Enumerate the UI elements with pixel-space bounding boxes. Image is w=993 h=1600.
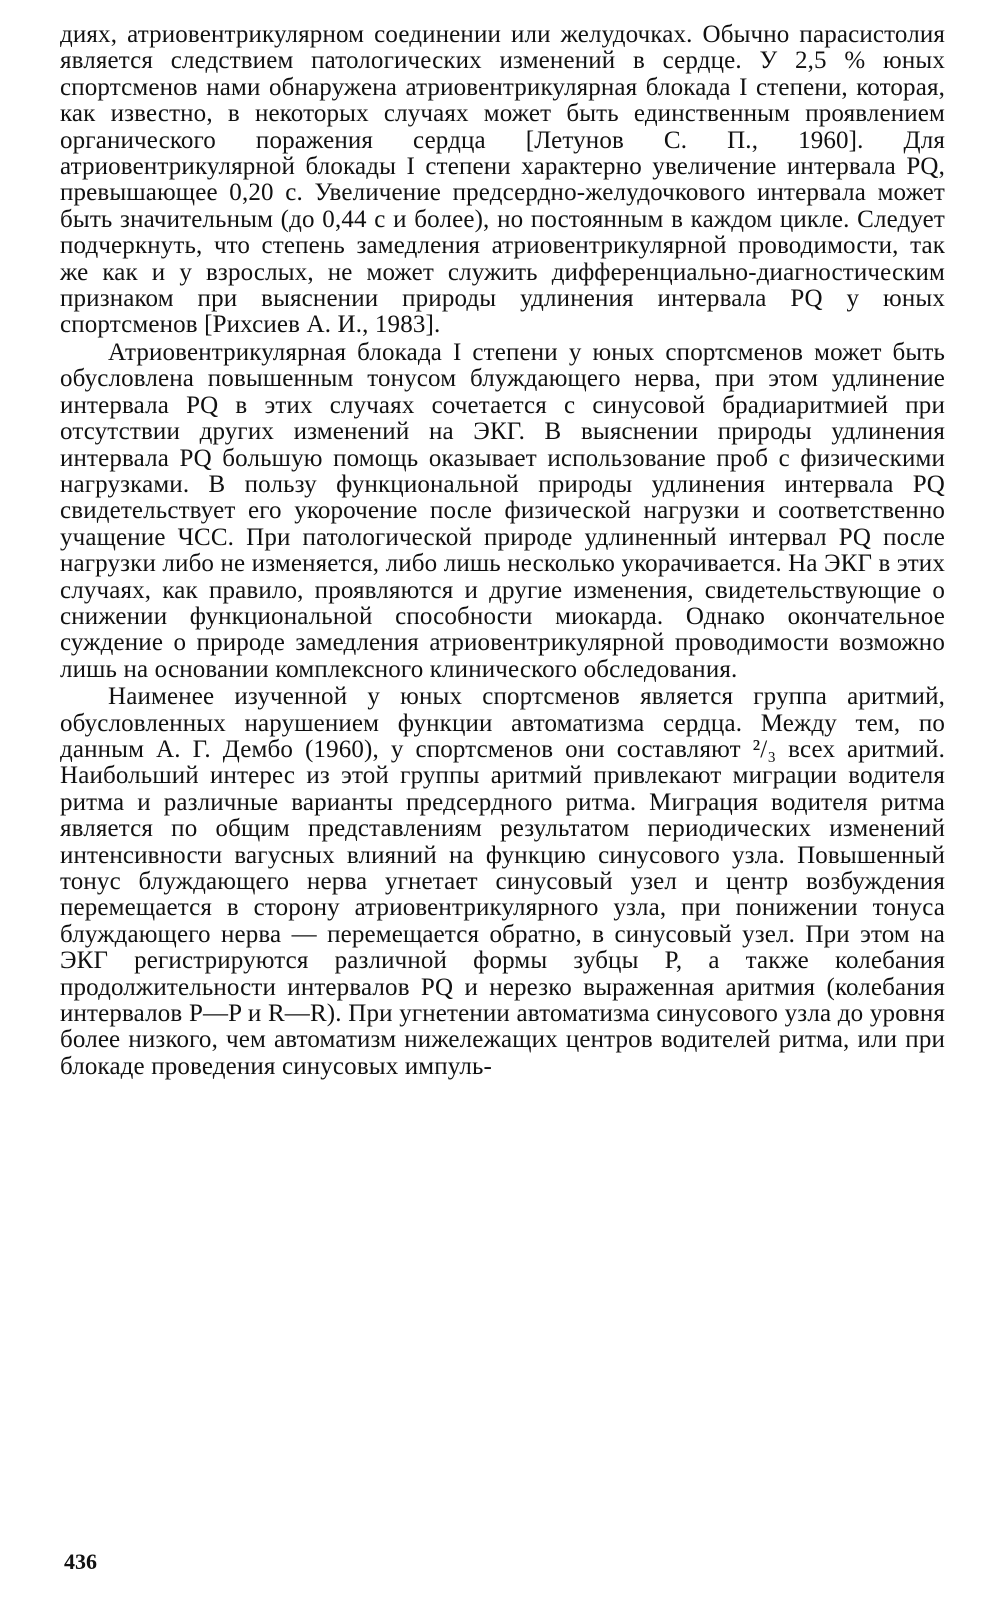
paragraph-1: диях, атриовентрикулярном соединении или желудочках. Обычно парасистолия является следствием патологических изменений в сердце. У 2,5 % юных спортсменов нами обнаружена атриовентрикулярная блокада I степени, которая, как известно, в некоторых случаях может быть единственным проявлением органического поражения сердца [Летунов С. П., 1960]. Для атриовентрикулярной блокады I степени характерно увеличение интервала PQ, превышающее 0,20 с. Увеличение предсердно-желудочкового интервала может быть значительным (до 0,44 с и более), но постоянным в каждом цикле. Следует подчеркнуть, что степень замедления атриовентрикулярной проводимости, так же как и у взрослых, не может служить дифференциально-диагностическим признаком при выяснении природы удлинения интервала PQ у юных спортсменов [Рихсиев А. И., 1983]. (60, 21, 945, 339)
paragraph-3: Наименее изученной у юных спортсменов является группа аритмий, обусловленных нарушением функции автоматизма сердца. Между тем, по данным А. Г. Дембо (1960), у спортсменов они составляют ²/₃ всех аритмий. Наибольший интерес из этой группы аритмий привлекают миграции водителя ритма и различные варианты предсердного ритма. Миграция водителя ритма является по общим представлениям результатом периодических изменений интенсивности вагусных влияний на функцию синусового узла. Повышенный тонус блуждающего нерва угнетает синусовый узел и центр возбуждения перемещается в сторону атриовентрикулярного узла, при понижении тонуса блуждающего нерва — перемещается обратно, в синусовый узел. При этом на ЭКГ регистрируются различной формы зубцы P, а также колебания продолжительности интервалов PQ и нерезко выраженная аритмия (колебания интервалов P—P и R—R). При угнетении автоматизма синусового узла до уровня более низкого, чем автоматизм нижележащих центров водителей ритма, или при блокаде проведения синусовых импуль- (60, 683, 945, 1080)
page-number: 436 (64, 1549, 97, 1574)
page-body (60, 22, 945, 1081)
paragraph-2: Атриовентрикулярная блокада I степени у юных спортсменов может быть обусловлена повышенным тонусом блуждающего нерва, при этом удлинение интервала PQ в этих случаях сочетается с синусовой брадиаритмией при отсутствии других изменений на ЭКГ. В выяснении природы удлинения интервала PQ большую помощь оказывает использование проб с физическими нагрузками. В пользу функциональной природы удлинения интервала PQ свидетельствует его укорочение после физической нагрузки и соответственно учащение ЧСС. При патологической природе удлиненный интервал PQ после нагрузки либо не изменяется, либо лишь несколько укорачивается. На ЭКГ в этих случаях, как правило, проявляются и другие изменения, свидетельствующие о снижении функциональной способности миокарда. Однако окончательное суждение о природе замедления атриовентрикулярной проводимости возможно лишь на основании комплексного клинического обследования. (60, 338, 945, 683)
